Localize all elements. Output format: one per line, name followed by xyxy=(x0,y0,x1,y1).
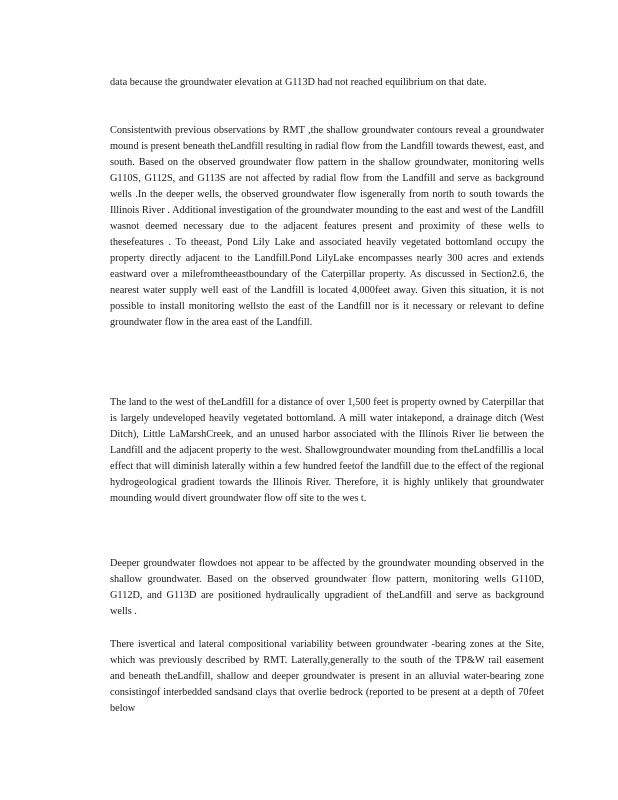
paragraph-groundwater-mound: Consistentwith previous observations by RMT ,the shallow groundwater contours reveal a groundwater mound is present beneath theLandfill resulting in radial flow from the Landfill towards thewest, east, and south. Based on the observed groundwater flow pattern in the shallow groundwater, monitoring wells G110S, G112S, and G113S are not affected by radial flow from the Landfill and serve as background wells .In the deeper wells, the observed groundwater flow isgenerally from north to south towards the Illinois River . Additional investigation of the groundwater mounding to the east and west of the Landfill wasnot deemed necessary due to the adjacent features present and proximity of these wells to thesefeatures . To theeast, Pond Lily Lake and associated heavily vegetated bottomland occupy the property directly adjacent to the Landfill.Pond LilyLake encompasses nearly 300 acres and extends eastward over a milefromtheeastboundary of the Caterpillar property. As discussed in Section2.6, the nearest water supply well east of the Landfill is located 4,000feet away. Given this situation, it is not possible to install monitoring wellsto the east of the Landfill nor is it necessary or relevant to define groundwater flow in the area east of the Landfill. xyxy=(110,125,544,328)
paragraph-compositional-variability: There isvertical and lateral compositional variability between groundwater -bearing zones at the Site, which was previously described by RMT. Laterally,generally to the south of the TP&W rail easement and beneath theLandfill, shallow and deeper groundwater is present in an alluvial water-bearing zone consistingof interbedded sandsand clays that overlie bedrock (reported to be present at a depth of 70feet below xyxy=(110,639,544,714)
paragraph-west-property: The land to the west of theLandfill for a distance of over 1,500 feet is property owned by Caterpillar that is largely undeveloped heavily vegetated bottomland. A mill water intakepond, a drainage ditch (West Ditch), Little LaMarshCreek, and an unused harbor associated with the Illinois River lie between the Landfill and the adjacent property to the west. Shallowgroundwater mounding from theLandfillis a local effect that will diminish laterally within a few hundred feetof the landfill due to the effect of the regional hydrogeological gradient towards the Illinois River. Therefore, it is highly unlikely that groundwater mounding would divert groundwater flow off site to the wes t. xyxy=(110,397,544,504)
paragraph-deeper-groundwater: Deeper groundwater flowdoes not appear to be affected by the groundwater mounding observed in the shallow groundwater. Based on the observed groundwater flow pattern, monitoring wells G110D, G112D, and G113D are positioned hydraulically upgradient of theLandfill and serve as background wells . xyxy=(110,558,544,617)
paragraph-equilibrium-note: data because the groundwater elevation at G113D had not reached equilibrium on that date. xyxy=(110,77,487,88)
